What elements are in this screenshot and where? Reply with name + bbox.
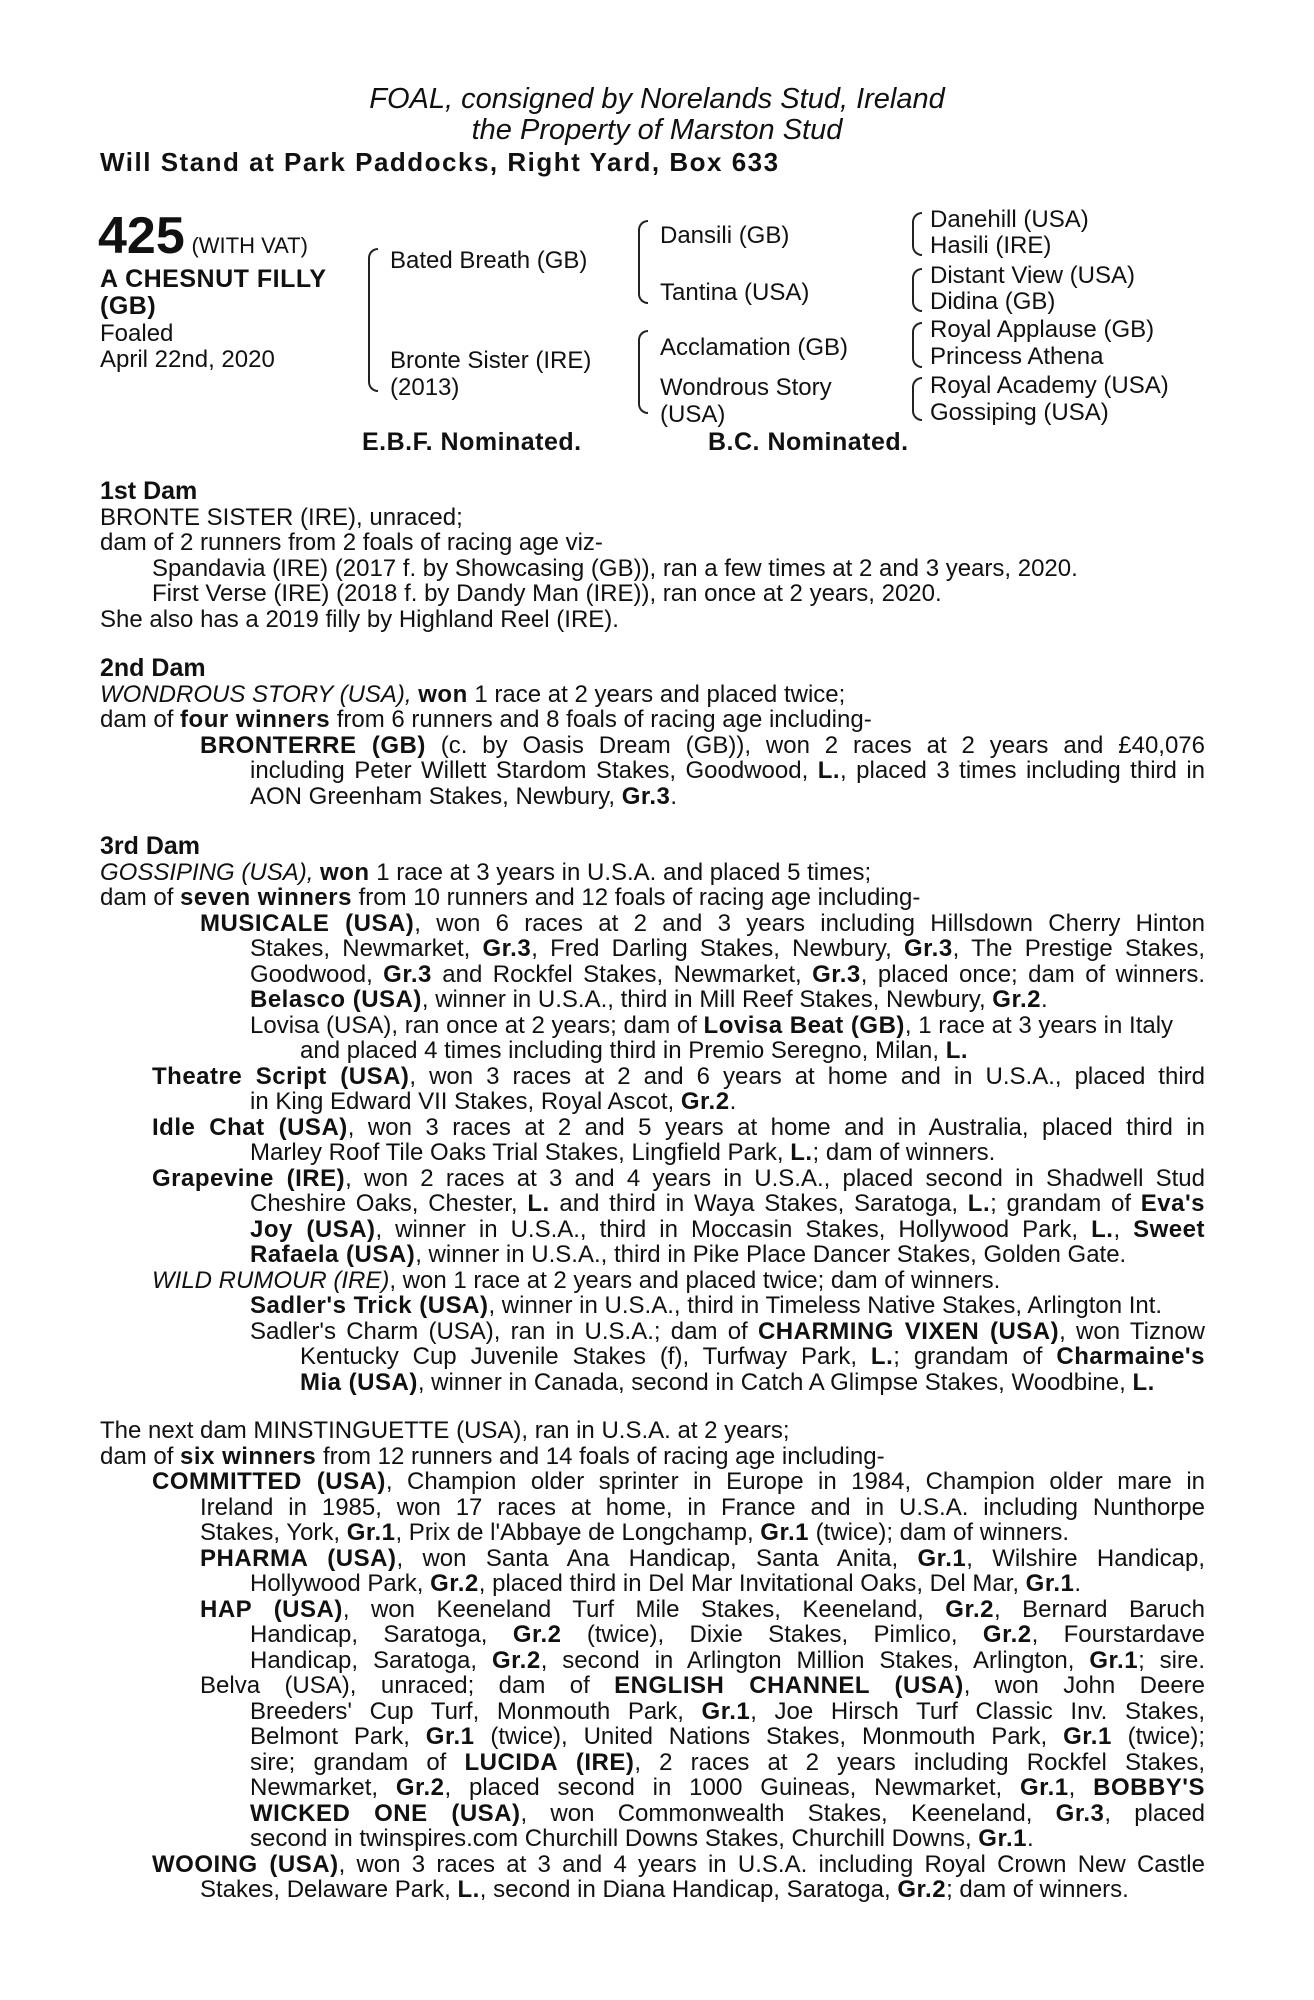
offspring-line: Rafaela (USA), winner in U.S.A., third in Pike Place Dancer Stakes, Golden Gate. <box>250 1241 1127 1268</box>
offspring-line: Belasco (USA), winner in U.S.A., third in Mill Reef Stakes, Newbury, Gr.2. <box>250 986 1048 1013</box>
grandparent-3: Distant View (USA) <box>930 262 1135 289</box>
offspring-line: Handicap, Saratoga, Gr.2, second in Arlington Million Stakes, Arlington, Gr.1; sire. <box>250 1646 1206 1674</box>
offspring-line: HAP (USA), won Keeneland Turf Mile Stakes, Keeneland, Gr.2, Bernard Baruch <box>200 1595 1205 1623</box>
offspring-line: Grapevine (IRE), won 2 races at 3 and 4 years in U.S.A., placed second in Shadwell Stud <box>152 1164 1205 1192</box>
sire: Bated Breath (GB) <box>390 247 588 274</box>
dam-year: (2013) <box>390 374 460 401</box>
ebf-nominated: E.B.F. Nominated. <box>362 428 582 456</box>
bracket-dam-parents <box>638 330 648 414</box>
offspring-line: sire; grandam of LUCIDA (IRE), 2 races at 2 years including Rockfel Stakes, <box>250 1748 1205 1776</box>
sire-dam: Tantina (USA) <box>660 279 810 306</box>
offspring-line: Theatre Script (USA), won 3 races at 2 and 6 years at home and in U.S.A., placed third <box>152 1062 1205 1090</box>
offspring-line: WILD RUMOUR (IRE), won 1 race at 2 years and placed twice; dam of winners. <box>152 1266 1001 1294</box>
grandparent-2: Hasili (IRE) <box>930 232 1052 259</box>
next-dam-section <box>100 1418 1205 1903</box>
bracket-dam-bottom <box>368 338 378 392</box>
offspring-line: Cheshire Oaks, Chester, L. and third in Waya Stakes, Saratoga, L.; grandam of Eva's <box>250 1190 1206 1217</box>
first-dam-section <box>100 479 1205 632</box>
offspring-line: AON Greenham Stakes, Newbury, Gr.3. <box>250 782 678 810</box>
grandparent-6: Princess Athena <box>930 343 1104 370</box>
offspring-line: Sadler's Charm (USA), ran in U.S.A.; dam of CHARMING VIXEN (USA), won Tiznow <box>250 1317 1205 1345</box>
dam-line: WONDROUS STORY (USA), won 1 race at 2 years and placed twice; <box>100 680 846 708</box>
offspring-line: Stakes, Newmarket, Gr.3, Fred Darling Stakes, Newbury, Gr.3, The Prestige Stakes, <box>250 935 1205 962</box>
offspring-line: Hollywood Park, Gr.2, placed third in Del Mar Invitational Oaks, Del Mar, Gr.1. <box>250 1570 1082 1597</box>
offspring-line: Idle Chat (USA), won 3 races at 2 and 5 years at home and in Australia, placed third in <box>152 1113 1205 1141</box>
offspring-line: Newmarket, Gr.2, placed second in 1000 Guineas, Newmarket, Gr.1, BOBBY'S <box>250 1774 1205 1801</box>
offspring-line: Spandavia (IRE) (2017 f. by Showcasing (GB)), ran a few times at 2 and 3 years, 2020. <box>152 554 1078 582</box>
dam-of-line: dam of six winners from 12 runners and 14 foals of racing age including- <box>100 1442 885 1470</box>
section-title: 1st Dam <box>100 477 198 505</box>
dam-sire: Acclamation (GB) <box>660 334 849 361</box>
dam-of-line: dam of four winners from 6 runners and 8 foals of racing age including- <box>100 706 872 733</box>
offspring-line: Stakes, Delaware Park, L., second in Diana Handicap, Saratoga, Gr.2; dam of winners. <box>200 1876 1129 1903</box>
dam-dam-country: (USA) <box>660 401 726 428</box>
grandparent-7: Royal Academy (USA) <box>930 372 1169 399</box>
offspring-line: Sadler's Trick (USA), winner in U.S.A., third in Timeless Native Stakes, Arlington Int. <box>250 1292 1163 1319</box>
offspring-line: WOOING (USA), won 3 races at 3 and 4 years in U.S.A. including Royal Crown New Castle <box>152 1850 1205 1878</box>
lot-description-country: (GB) <box>100 292 157 320</box>
offspring-line: Handicap, Saratoga, Gr.2 (twice), Dixie Stakes, Pimlico, Gr.2, Fourstardave <box>250 1621 1206 1648</box>
dam-line: The next dam MINSTINGUETTE (USA), ran in U.S.A. at 2 years; <box>100 1417 790 1444</box>
second-dam-section <box>100 656 1205 809</box>
dam-name: WONDROUS STORY (USA), <box>100 680 412 708</box>
foaled-label: Foaled <box>100 320 174 347</box>
offspring-line: First Verse (IRE) (2018 f. by Dandy Man (IRE)), ran once at 2 years, 2020. <box>152 580 942 607</box>
lot-number-block <box>98 206 308 266</box>
bracket-g1 <box>912 212 922 256</box>
offspring-line: WICKED ONE (USA), won Commonwealth Stakes, Keeneland, Gr.3, placed <box>250 1799 1206 1827</box>
third-dam-section <box>100 834 1205 1395</box>
bracket-g3 <box>912 322 922 368</box>
offspring-line: Stakes, York, Gr.1, Prix de l'Abbaye de Longchamp, Gr.1 (twice); dam of winners. <box>200 1519 1070 1546</box>
dam: Bronte Sister (IRE) <box>390 347 592 374</box>
sire-sire: Dansili (GB) <box>660 222 790 249</box>
offspring-line: Joy (USA), winner in U.S.A., third in Moccasin Stakes, Hollywood Park, L., Sweet <box>250 1215 1205 1243</box>
offspring-line: PHARMA (USA), won Santa Ana Handicap, Santa Anita, Gr.1, Wilshire Handicap, <box>200 1544 1205 1572</box>
dam-of-line: dam of 2 runners from 2 foals of racing age viz- <box>100 529 603 556</box>
dam-of-line: dam of seven winners from 10 runners and 12 foals of racing age including- <box>100 884 921 911</box>
grandparent-5: Royal Applause (GB) <box>930 316 1155 343</box>
dam-line: BRONTE SISTER (IRE), unraced; <box>100 503 463 531</box>
grandparent-1: Danehill (USA) <box>930 206 1089 233</box>
offspring-line: Belmont Park, Gr.1 (twice), United Nations Stakes, Monmouth Park, Gr.1 (twice); <box>250 1723 1205 1750</box>
offspring-line: Breeders' Cup Turf, Monmouth Park, Gr.1, Joe Hirsch Turf Classic Inv. Stakes, <box>250 1697 1205 1725</box>
also-line: She also has a 2019 filly by Highland Reel (IRE). <box>100 605 619 633</box>
offspring-line: second in twinspires.com Churchill Downs Stakes, Churchill Downs, Gr.1. <box>250 1825 1034 1852</box>
lot-number: 425 <box>98 207 185 265</box>
bracket-g4 <box>912 377 922 421</box>
property-line: the Property of Marston Stud <box>471 114 843 146</box>
section-title: 3rd Dam <box>100 832 201 860</box>
offspring-line: Kentucky Cup Juvenile Stakes (f), Turfway Park, L.; grandam of Charmaine's <box>300 1343 1205 1370</box>
bc-nominated: B.C. Nominated. <box>708 428 909 456</box>
offspring-line: Belva (USA), unraced; dam of ENGLISH CHANNEL (USA), won John Deere <box>200 1672 1205 1699</box>
offspring-line: Ireland in 1985, won 17 races at home, in France and in U.S.A. including Nunthorpe <box>200 1493 1205 1521</box>
consignor-line: FOAL, consigned by Norelands Stud, Ireland <box>369 83 945 115</box>
foaled-date: April 22nd, 2020 <box>100 346 275 373</box>
offspring-line: BRONTERRE (GB) (c. by Oasis Dream (GB)), won 2 races at 2 years and £40,076 <box>200 731 1205 759</box>
dam-dam: Wondrous Story <box>660 374 832 401</box>
lot-description: A CHESNUT FILLY <box>100 265 327 293</box>
offspring-line: and placed 4 times including third in Premio Seregno, Milan, L. <box>300 1037 969 1064</box>
dam-line: GOSSIPING (USA), won 1 race at 3 years in U.S.A. and placed 5 times; <box>100 858 872 886</box>
offspring-line: Mia (USA), winner in Canada, second in Catch A Glimpse Stakes, Woodbine, L. <box>300 1368 1155 1396</box>
section-title: 2nd Dam <box>100 654 206 682</box>
offspring-line: COMMITTED (USA), Champion older sprinter in Europe in 1984, Champion older mare in <box>152 1468 1206 1495</box>
grandparent-8: Gossiping (USA) <box>930 399 1109 426</box>
bracket-sire-parents <box>638 220 648 304</box>
offspring-line: in King Edward VII Stakes, Royal Ascot, Gr.2. <box>250 1088 737 1115</box>
offspring-line: Goodwood, Gr.3 and Rockfel Stakes, Newmarket, Gr.3, placed once; dam of winners. <box>250 960 1206 988</box>
offspring-line: Lovisa (USA), ran once at 2 years; dam of Lovisa Beat (GB), 1 race at 3 years in Italy <box>250 1011 1174 1039</box>
bracket-g2 <box>912 268 922 312</box>
grandparent-4: Didina (GB) <box>930 288 1056 315</box>
offspring-line: MUSICALE (USA), won 6 races at 2 and 3 years including Hillsdown Cherry Hinton <box>200 909 1205 937</box>
offspring-line: including Peter Willett Stardom Stakes, Goodwood, L., placed 3 times including third in <box>250 757 1206 784</box>
offspring-line: Marley Roof Tile Oaks Trial Stakes, Lingfield Park, L.; dam of winners. <box>250 1139 996 1166</box>
bracket-sire-top <box>368 248 378 340</box>
vat-note: (WITH VAT) <box>191 233 308 258</box>
stand-line: Will Stand at Park Paddocks, Right Yard, Box 633 <box>100 147 780 177</box>
